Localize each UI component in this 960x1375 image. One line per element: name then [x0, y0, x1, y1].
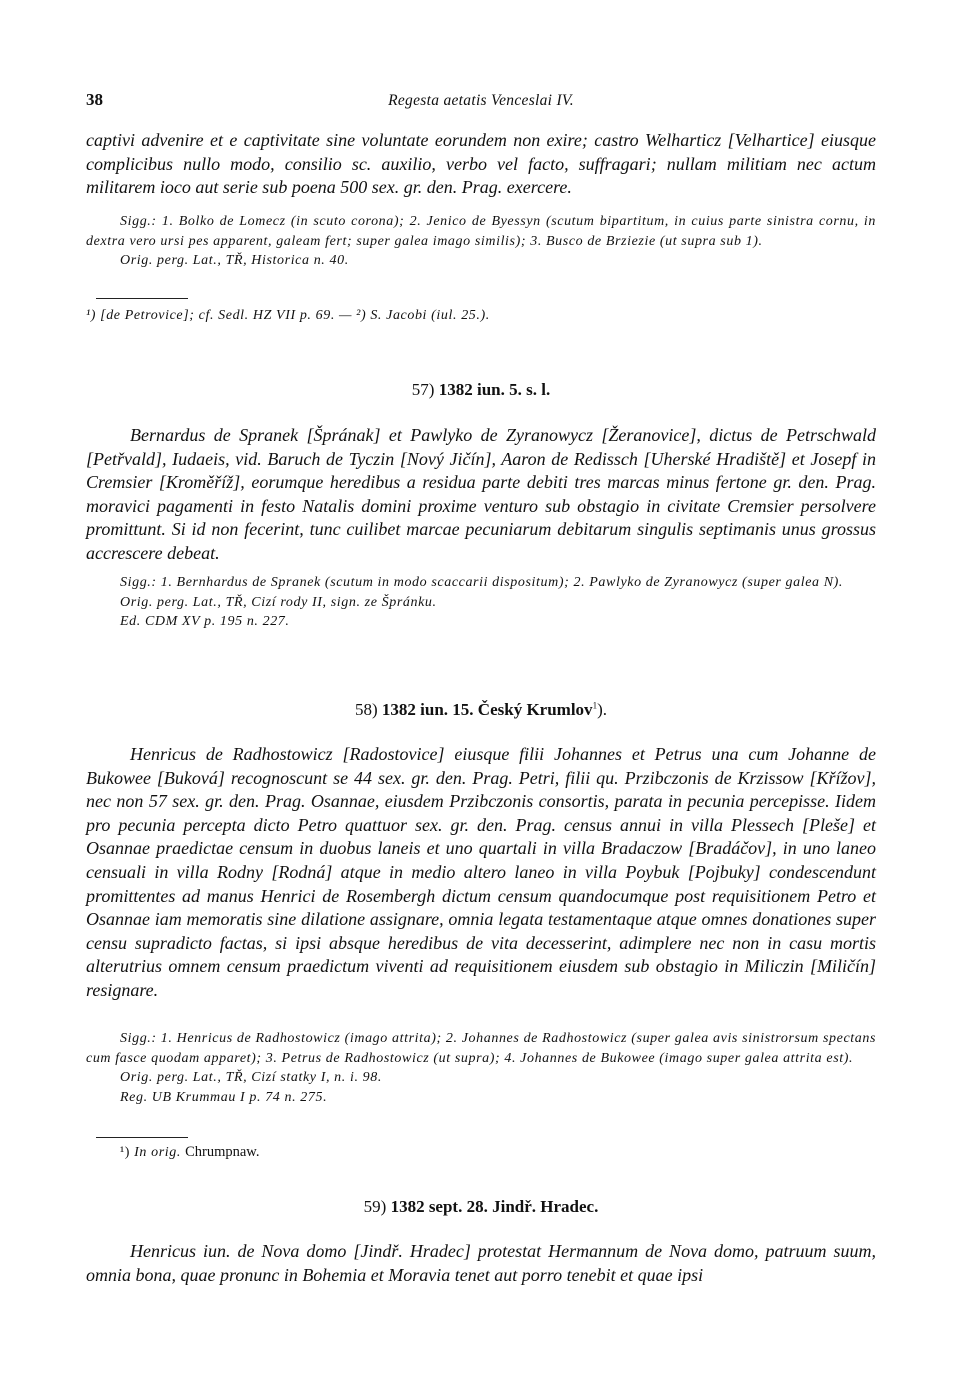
footnote-rule — [96, 1137, 188, 1138]
entry-date: 1382 iun. 5. s. l. — [438, 380, 551, 399]
entry-number: 59) — [363, 1197, 387, 1216]
entry-text: Bernardus de Spranek [Šprának] et Pawlyko de Zyranowycz [Žeranovice], dictus de Petrschwald [Petřvald], Iudaeis, vid. Baruch de Tyczin [Nový Jičín], Aaron de Redissch [Uherské Hradiště] et Josepf in Cremsier [Kroměříž], eorumque heredibus a residua parte debiti tres marcas minus fertone gr. den. Prag. moravici pagamenti in festo Natalis domini proxime venturo sub obstagio in civitate Cremsier persolvere promittunt. Si id non fecerint, tunc cuilibet marcae pecuniarum debitarum singulis septimanis unus grossus accrescere debeat. — [86, 425, 876, 563]
entry-heading — [86, 380, 876, 400]
entry-date: 1382 sept. 28. Jindř. Hradec. — [390, 1197, 599, 1216]
edition-reference: Ed. CDM XV p. 195 n. 227. — [120, 614, 290, 629]
sigillum-description: Sigg.: 1. Henricus de Radhostowicz (imago attrita); 2. Johannes de Radhostowicz (super galea avis sinistrorsum spectans cum fasce quodam apparet); 3. Petrus de Radhostowicz (ut supra); 4. Johannes de Bukowee (imago super galea attrita est). — [86, 1031, 876, 1066]
footnote-marker: ¹) — [120, 1145, 131, 1160]
entry-text: Henricus de Radhostowicz [Radostovice] eiusque filii Johannes et Petrus una cum Johanne de Bukowee [Buková] recognoscunt se 44 sex. gr. den. Prag. Petri, filii qu. Przibczonis de Krzissow [Křížov], nec non 57 sex. gr. den. Prag. Osannae, eiusdem Przibczonis consortis, parata in pecunia percepisse. Iidem pro pecunia percepta dicto Petro quattuor sex. gr. den. Prag. census annui in villa Plessech [Pleše] et Osannae praedictae censum in duobus laneis et uno quartali in villa Bradaczow [Bradáčov], in uno laneo censuali in villa Rodny [Rodná] atque in medio altero laneo in villa Poybuk [Pojbuky] condescendunt promittentes ad manus Henrici de Rosembergh dictum censum quandocumque post requisitionem Petro et Osannae iam memoratis sine dilatione assignare, omnia legata testamentaque atque omnes donationes super censu supradicto factas, si ipsi absque heredibus de vita decesserint, adimplere nec non in casu mortis alterutrius omnem censum praedictum viventi ad requisitionem eiusdem sub obstagio in Miliczin [Miličín] resignare. — [86, 744, 876, 1000]
entry-date: 1382 iun. 15. Český Krumlov — [381, 700, 593, 719]
sigillum-description: Sigg.: 1. Bernhardus de Spranek (scutum in modo scaccarii dispositum); 2. Pawlyko de Zyranowycz (super galea N). — [120, 575, 844, 590]
entry-heading: 58) 1382 iun. 15. Český Krumlov$^1$). — [355, 700, 607, 719]
entry-number: 58) — [355, 700, 378, 719]
page-number: 38 — [86, 90, 103, 109]
footnote-label: In orig. — [134, 1145, 181, 1160]
entry-heading — [86, 1197, 876, 1217]
footnote — [86, 1144, 910, 1161]
footnote: ¹) [de Petrovice]; cf. Sedl. HZ VII p. 69. — ²) S. Jacobi (iul. 25.). — [86, 308, 490, 323]
footnote-value: Chrumpnaw. — [185, 1144, 260, 1160]
original-reference: Orig. perg. Lat., TŘ, Cizí rody II, sign. ze Špránku. — [120, 594, 437, 610]
original-reference: Orig. perg. Lat., TŘ, Cizí statky I, n. i. 98. — [120, 1070, 382, 1085]
carryover-text: captivi advenire et e captivitate sine voluntate eorundem non exire; castro Welharticz [Velhartice] eiusque complicibus nullo modo, consilio sc. auxilio, verbo vel facto, suffragari; nullam militiam nec actum militarem ioco aut serie sub poena 500 sex. gr. den. Prag. exercere. — [86, 130, 876, 198]
entry-text: Henricus iun. de Nova domo [Jindř. Hradec] protestat Hermannum de Nova domo, patruum suum, omnia bona, quae pronunc in Bohemia et Moravia tenet aut porro tenebit et quae ipsi — [86, 1241, 876, 1285]
regest-reference: Reg. UB Krummau I p. 74 n. 275. — [120, 1089, 328, 1105]
footnote-rule — [96, 298, 188, 299]
entry-notes — [86, 1029, 876, 1107]
original-reference: Orig. perg. Lat., TŘ, Historica n. 40. — [120, 253, 349, 268]
carryover-notes — [86, 212, 876, 271]
footnote-marker: 1 — [592, 700, 598, 711]
entry-notes — [86, 573, 876, 632]
running-title: Regesta aetatis Venceslai IV. — [388, 92, 574, 109]
sigillum-description: Sigg.: 1. Bolko de Lomecz (in scuto corona); 2. Jenico de Byessyn (scutum bipartitum, in cuius parte sinistra cornu, in dextra vero ursi pes apparent, galeam fert; super galea imago similis); 3. Busco de Brziezie (ut supra sub 1). — [86, 214, 876, 249]
entry-number: 57) — [411, 380, 435, 399]
page-header — [86, 90, 876, 112]
